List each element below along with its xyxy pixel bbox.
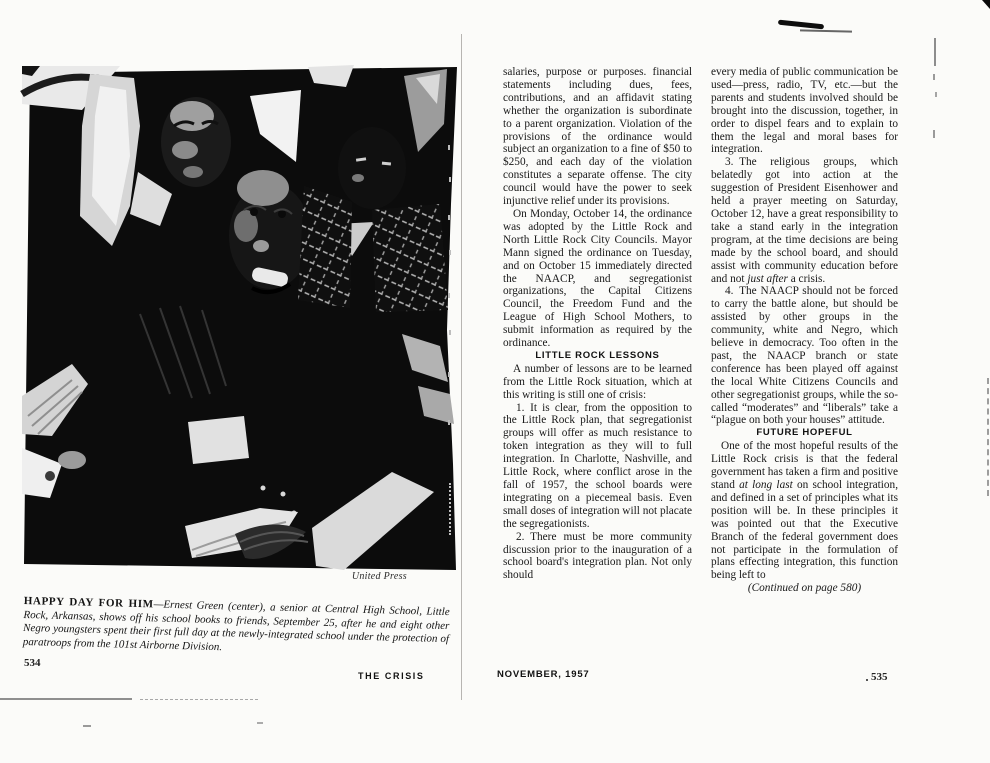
scan-artifact-dash	[935, 92, 937, 97]
item3-text: 3. The religious groups, which belatedly got into action at the suggestion of President Eisenhower and held a prayer meeting on Saturday, October 12, have a great responsibility to take a stand early in the integration program, at the time decisions are being made by the school board, and should assist with community education before and not	[711, 156, 898, 285]
scan-artifact-corner	[982, 0, 990, 9]
scan-artifact-dash	[933, 74, 935, 80]
column-1	[503, 66, 692, 582]
photo-credit: United Press	[351, 571, 407, 582]
column-2	[711, 66, 898, 595]
caption-lead: HAPPY DAY FOR HIM	[23, 595, 154, 611]
scan-artifact-bottom-line	[0, 698, 132, 700]
scan-artifact-dot	[866, 679, 868, 681]
hopeful-text: One of the most hopeful results of the Little Rock crisis is that the federal government has taken a firm and positive stand	[711, 440, 898, 491]
heading-little-rock-lessons: LITTLE ROCK LESSONS	[535, 349, 660, 361]
scan-artifact-dash	[257, 722, 263, 724]
hopeful-text-end: on school integration, and defined in a set of principles what its position will be. In these principles it was pointed out that the Executive Branch of the federal government does not participate in the formulation of plans effecting integration, this function being left to	[711, 479, 899, 582]
paragraph: salaries, purpose or purposes. financial statements including dues, fees, contributions, and an affidavit stating whether the organization is subordinate to a parent organization. Violation of the provisions of the ordinance would subject an organization to a fine of $50 to $250, and each day of the violation constitutes a separate offense. The city council would have the power to seek injunctive relief under its provisions.	[503, 66, 692, 208]
news-photo	[20, 64, 460, 574]
issue-date-footer: NOVEMBER, 1957	[497, 669, 590, 680]
caption-body: —Ernest Green (center), a senior at Central High School, Little Rock, Arkansas, shows off his school books to friends, September 25, after he and eight other Negro youngsters spent their first full day at the newly-integrated school under the protection of paratroops from the 101st Airborne Division.	[22, 598, 450, 653]
item3-emphasis: just after	[747, 272, 788, 285]
news-photo-image	[20, 64, 460, 574]
scan-artifact-bottom-dots	[140, 699, 258, 700]
page-fold-line	[461, 34, 462, 700]
photo-caption	[23, 595, 450, 661]
hopeful-emphasis: at long last	[739, 479, 793, 491]
numbered-item-2: 2. There must be more community discussion prior to the inauguration of a school board's integration plan. Not only should	[503, 530, 692, 582]
numbered-item-1: 1. It is clear, from the opposition to the Little Rock plan, that segregationist groups will offer as much resistance to token integration as they will to full integration. In Charlotte, Nashville, and Little Rock, where conflict arose in the fall of 1957, the school boards were integrating on a piecemeal basis. Even small doses of integration will not placate the segregationists.	[503, 401, 692, 530]
paragraph	[711, 440, 898, 582]
page-number-534: 534	[24, 657, 41, 669]
scan-artifact-streak	[778, 20, 824, 30]
numbered-item-4: 4. The NAACP should not be forced to carry the battle alone, but should be assisted by other groups in the community, white and Negro, which believe in democracy. Too often in the past, the NAACP branch or state conference has been played off against the local White Citizens Councils and other segregationist groups, while the so-called “moderates” and “liberals” take a “plague on both your houses” attitude.	[711, 285, 898, 427]
magazine-title-footer: THE CRISIS	[358, 671, 425, 681]
item3-text-end: a crisis.	[787, 272, 826, 285]
heading-future-hopeful: FUTURE HOPEFUL	[756, 427, 853, 439]
paragraph: On Monday, October 14, the ordinance was adopted by the Little Rock and North Little Rock City Councils. Mayor Mann signed the ordinance on Tuesday, and on October 15 immediately directed the NAACP, and segregationist organizations, the Capital Citizens Council, the Freedom Fund and the League of High School Mothers, to submit information as required by the ordinance.	[503, 207, 692, 350]
scan-artifact-edge-line	[934, 38, 936, 66]
scan-artifact-dash	[83, 725, 91, 727]
scan-artifact-streak-tail	[800, 29, 852, 32]
paragraph: A number of lessons are to be learned from the Little Rock situation, which at this writing is still one of crisis:	[503, 362, 692, 401]
page-number-535: 535	[871, 671, 888, 683]
paragraph: every media of public communication be used—press, radio, TV, etc.—but the parents and students involved should be brought into the discussion, together, in order to dispel fears and to explain to them the legal and moral bases for integration.	[711, 66, 898, 156]
continued-notice: (Continued on page 580)	[747, 582, 862, 595]
numbered-item-3	[711, 156, 898, 285]
scan-artifact-dotted-edge	[987, 378, 989, 496]
scan-artifact-dash	[933, 130, 935, 138]
